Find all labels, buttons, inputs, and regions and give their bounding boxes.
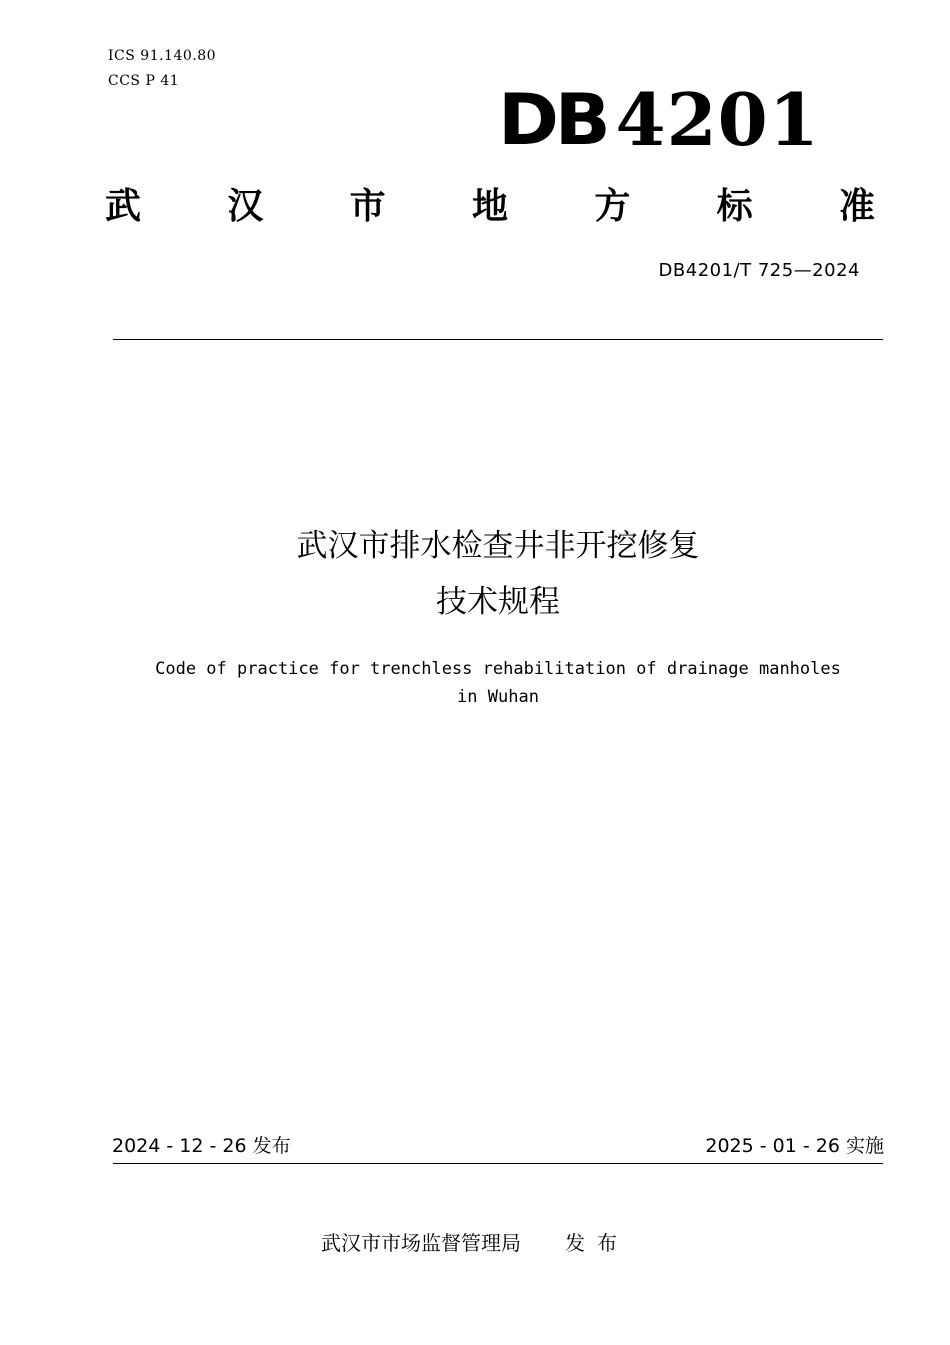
publisher-line	[0, 1228, 950, 1258]
standard-type-char: 准	[838, 186, 875, 227]
db-logo-code: 4201	[615, 77, 820, 162]
ccs-code: CCS P 41	[108, 73, 180, 89]
standard-type-char: 标	[716, 186, 753, 227]
top-divider	[113, 339, 883, 340]
standard-type-char: 武	[105, 186, 142, 227]
db-logo	[498, 77, 820, 162]
standard-type-char: 地	[471, 186, 508, 227]
standard-type-char: 市	[349, 186, 386, 227]
title-chinese-line-2: 技术规程	[436, 584, 560, 620]
issue-date: 2024 - 12 - 26 发布	[112, 1135, 291, 1157]
title-chinese-line-1: 武汉市排水检查井非开挖修复	[296, 528, 700, 564]
publisher-name: 武汉市市场监督管理局	[321, 1231, 521, 1255]
standard-type-char: 方	[594, 186, 631, 227]
title-english-line-2: in Wuhan	[457, 687, 539, 707]
standard-type-char: 汉	[227, 186, 264, 227]
publisher-action: 发布	[565, 1231, 629, 1255]
standard-type-heading	[105, 184, 875, 230]
title-english-line-1: Code of practice for trenchless rehabilitation of drainage manholes	[155, 659, 841, 679]
ics-code: ICS 91.140.80	[108, 48, 217, 64]
db-logo-prefix: DB	[498, 79, 607, 161]
implementation-date: 2025 - 01 - 26 实施	[705, 1135, 884, 1157]
bottom-divider	[113, 1163, 883, 1164]
standard-number: DB4201/T 725—2024	[658, 260, 860, 281]
